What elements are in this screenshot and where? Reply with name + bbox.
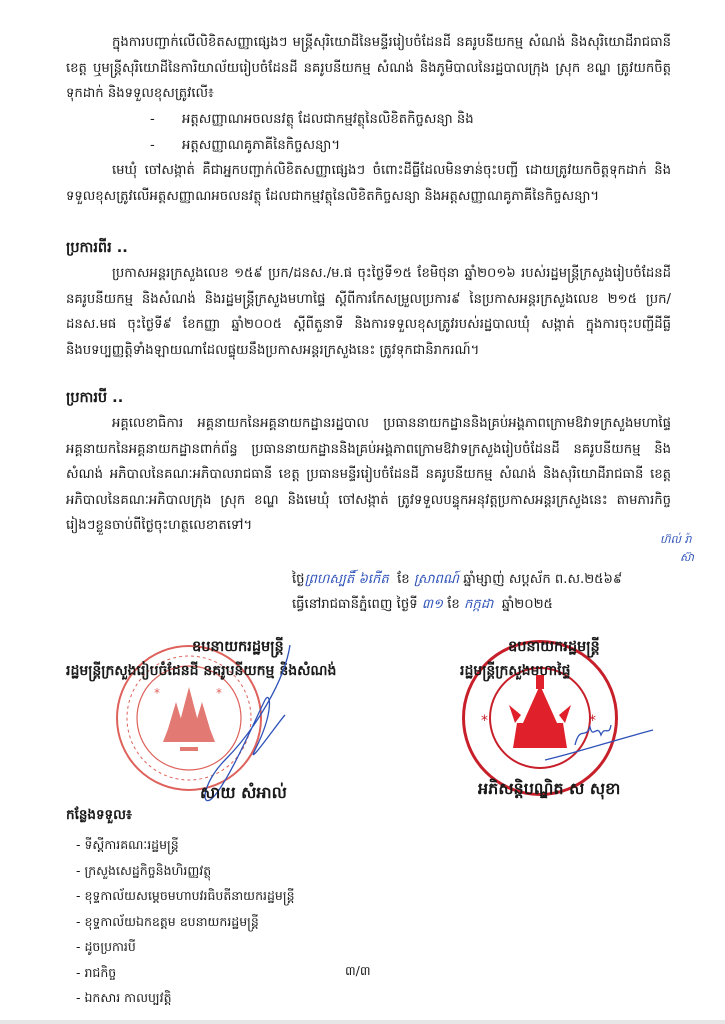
month-label: ខែ (447, 597, 460, 612)
recipient-item: - ក្រសួងសេដ្ឋកិច្ចនិងហិរញ្ញវត្ថុ (76, 858, 295, 884)
signatory-2-title: ឧបនាយករដ្ឋមន្ត្រី (508, 639, 600, 655)
article-2-body: ប្រកាសអន្តរក្រសួងលេខ ១៥៩ ប្រក/ដនស./ម.ផ ចុះថ្ងៃទី១៥ ខែមិថុនា ឆ្នាំ២០១៦ របស់រដ្ឋមន្ត្រីក្រសួងរៀបចំដែនដី នគរូបនីយកម្ម និងសំណង់ និងរដ្ឋមន្ត្រីក្រសួងមហាផ្ទៃ ស្តីពីការកែសម្រួលប្រការ៩ នៃប្រកាសអន្តរក្រសួងលេខ ២១៥ ប្រក/ដនស.មផ ចុះថ្ងៃទី៩ ខែកញ្ញា ឆ្នាំ២០០៥ ស្តីពីតួនាទី និងការទទួលខុសត្រូវរបស់រដ្ឋបាលឃុំ សង្កាត់ ក្នុងការចុះបញ្ជីដីធ្លី និងបទប្បញ្ញត្តិទាំងឡាយណាដែលផ្ទុយនឹងប្រកាសអន្តរក្រសួងនេះ ត្រូវទុកជានិរាករណ៍។ (66, 266, 671, 358)
lunar-month-label: ខែ (397, 572, 410, 587)
bullet-dash: - (150, 138, 155, 153)
recipient-item: - ខុទ្ទកាល័យសម្តេចមហាបវរធិបតីនាយករដ្ឋមន្ត្រី (76, 883, 295, 909)
article-3-body: អគ្គលេខាធិការ អគ្គនាយកនៃអគ្គនាយកដ្ឋានរដ្ឋបាល ប្រធាននាយកដ្ឋាននិងគ្រប់អង្គភាពក្រោមឱវាទក្រសួងមហាផ្ទៃ អគ្គនាយកនៃអគ្គនាយកដ្ឋានពាក់ព័ន្ធ ប្រធាននាយកដ្ឋាននិងគ្រប់អង្គភាពក្រោមឱវាទក្រសួងរៀបចំដែនដី នគរូបនីយកម្ម និងសំណង់ អភិបាលនៃគណៈអភិបាលរាជធានី ខេត្ត ប្រធានមន្ទីររៀបចំដែនដី នគរូបនីយកម្ម សំណង់ និងសុរិយោដីរាជធានី ខេត្ត អភិបាលនៃគណៈអភិបាលក្រុង ស្រុក ខណ្ឌ និងមេឃុំ ចៅសង្កាត់ ត្រូវទទួលបន្ទុកអនុវត្តប្រកាសអន្តរក្រសួងនេះ តាមភារកិច្ចរៀងៗខ្លួនចាប់ពីថ្ងៃចុះហត្ថលេខាតទៅ។ (66, 416, 671, 533)
place-prefix: ធ្វើនៅរាជធានីភ្នំពេញ ថ្ងៃទី (292, 597, 418, 612)
recipient-item: - ទីស្តីការគណៈរដ្ឋមន្ត្រី (76, 832, 295, 858)
recipient-item: - រាជកិច្ច (76, 960, 295, 986)
recipients-heading: កន្លែងទទួល៖ (66, 807, 132, 823)
signatory-1-name: សាយ សំអាល់ (200, 783, 287, 802)
recipient-item: - ឯកសារ កាលប្បវត្តិ (76, 985, 295, 1011)
bullet-dash: - (150, 112, 155, 127)
lunar-year: ឆ្នាំម្សាញ់ សប្តស័ក ព.ស.២៥៦៩ (463, 572, 623, 587)
lunar-date-line (292, 568, 622, 592)
margin-initial: ស៊ា (680, 551, 694, 564)
recipients-list (76, 832, 295, 1011)
signatory-1-title: ឧបនាយករដ្ឋមន្ត្រី (192, 639, 284, 655)
month-handwritten: កក្កដា (464, 597, 494, 612)
svg-text:*: * (589, 713, 596, 729)
signatory-2-name: អភិសន្តិបណ្ឌិត ស សុខា (478, 779, 621, 798)
signature-2-icon (545, 715, 655, 765)
page-number: ៣/៣ (345, 963, 371, 978)
svg-text:*: * (481, 713, 488, 729)
signatory-1-ministry: រដ្ឋមន្ត្រីក្រសួងរៀបចំដែនដី នគរូបនីយកម្ម និងសំណង់ (66, 663, 337, 679)
lunar-month-handwritten: ស្រាពណ៍ (413, 572, 460, 587)
bullet-text: អត្តសញ្ញាណគូភាគីនៃកិច្ចសន្យា។ (182, 138, 341, 153)
bullet-text: អត្តសញ្ញាណអចលនវត្ថុ ដែលជាកម្មវត្ថុនៃលិខិតកិច្ចសន្យា និង (182, 112, 474, 127)
article-2-heading: ប្រការពីរ .. (66, 240, 128, 256)
day-handwritten: ៣១ (421, 597, 444, 612)
lunar-prefix: ថ្ងៃ (292, 572, 305, 587)
year: ឆ្នាំ២០២៥ (501, 597, 553, 612)
page-bottom-edge (0, 1020, 725, 1024)
recipient-item: - ដូចប្រការបី (76, 934, 295, 960)
recipient-item: - ខុទ្ទកាល័យឯកឧត្តម ឧបនាយករដ្ឋមន្ត្រី (76, 909, 295, 935)
article-3-heading: ប្រការបី .. (66, 390, 124, 406)
place-date-line (292, 593, 553, 617)
bullet-item (150, 133, 340, 158)
intro-paragraph-1: ក្នុងការបញ្ជាក់លើលិខិតសញ្ញាផ្សេងៗ មន្ត្រីសុរិយោដីនៃមន្ទីររៀបចំដែនដី នគរូបនីយកម្ម សំណង់ និងសុរិយោដីរាជធានី ខេត្ត ឬមន្ត្រីសុរិយោដីនៃការិយាល័យរៀបចំដែនដី នគរូបនីយកម្ម សំណង់ និងភូមិបាលនៃរដ្ឋបាលក្រុង ស្រុក ខណ្ឌ ត្រូវយកចិត្តទុកដាក់ និងទទួលខុសត្រូវលើ៖ (66, 35, 671, 101)
svg-text:*: * (154, 686, 160, 700)
bullet-item (150, 107, 474, 132)
svg-text:*: * (216, 686, 222, 700)
margin-initial: ហ៊ល់ រ៉ា (660, 533, 692, 546)
intro-paragraph-2: មេឃុំ ចៅសង្កាត់ គឺជាអ្នកបញ្ជាក់លិខិតសញ្ញាផ្សេងៗ ចំពោះដីធ្លីដែលមិនទាន់ចុះបញ្ជី ដោយត្រូវយកចិត្តទុកដាក់ និងទទួលខុសត្រូវលើអត្តសញ្ញាណអចលនវត្ថុ ដែលជាកម្មវត្ថុនៃលិខិតកិច្ចសន្យា និងអត្តសញ្ញាណគូភាគីនៃកិច្ចសន្យា។ (66, 163, 671, 204)
signatory-2-ministry: រដ្ឋមន្ត្រីក្រសួងមហាផ្ទៃ (460, 663, 571, 679)
lunar-day-handwritten: ព្រហស្បតិ៍ ៦កើត (304, 572, 389, 587)
